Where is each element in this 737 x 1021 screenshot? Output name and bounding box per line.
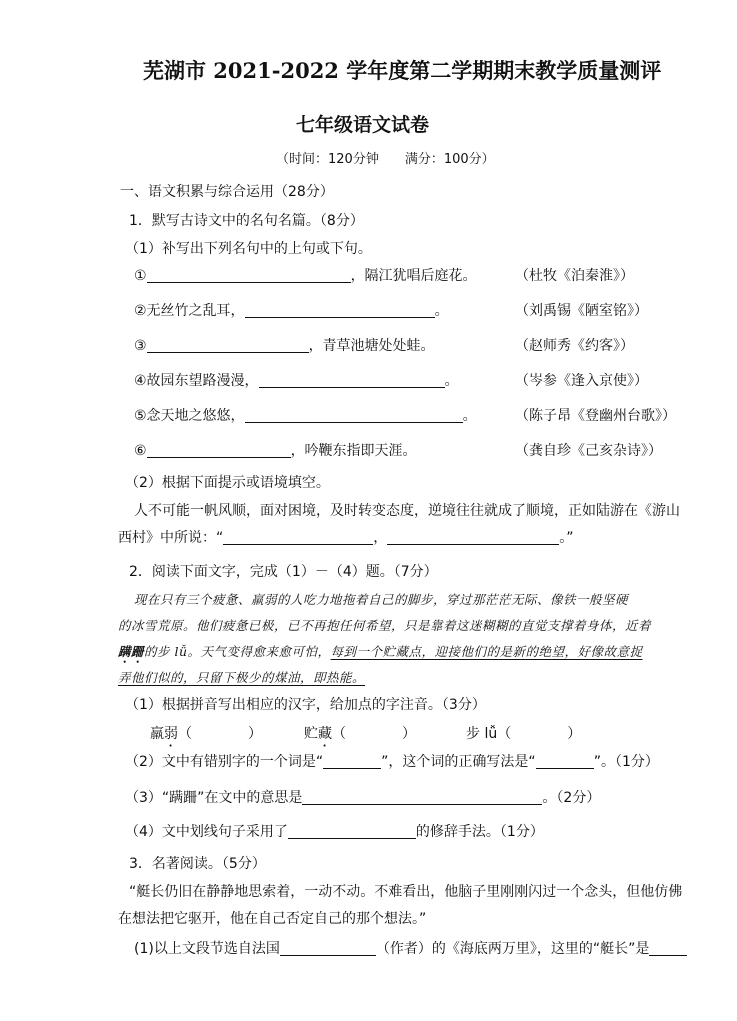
passage-line xyxy=(118,643,643,666)
q3-quote-line: “艇长仍旧在静静地思索着，一动不动。不难看出，他脑子里刚刚闪过一个念头，但他仿佛 xyxy=(129,884,683,900)
fill-item-2 xyxy=(134,302,449,320)
paren-open: （ xyxy=(497,726,512,742)
underlined-sentence: 弄他们似的，只留下极少的煤油，即热能。 xyxy=(118,670,366,685)
answer-blank[interactable] xyxy=(223,530,373,545)
fill-item-source: （岑参《逢入京使》） xyxy=(515,373,648,389)
q1-part2-instruction: （2）根据下面提示或语境填空。 xyxy=(125,475,330,491)
paren-close: ） xyxy=(567,726,582,742)
passage-line: 现在只有三个疲惫、羸弱的人吃力地拖着自己的脚步，穿过那茫茫无际、像铁一般坚硬 xyxy=(134,592,629,607)
fill-item-3 xyxy=(134,337,435,355)
fill-item-prefix: ① xyxy=(134,268,147,284)
page-title: 芜湖市 2021-2022 学年度第二学期期末教学质量测评 xyxy=(143,58,662,83)
question-2-title: 2．阅读下面文字，完成（1）－（4）题。（7分） xyxy=(129,564,438,580)
exam-info: （时间：120分钟 满分：100分） xyxy=(276,152,495,167)
fill-item-text: ，吟鞭东指即天涯。 xyxy=(290,443,417,459)
q1-part2-context: 人不可能一帆风顺，面对困境，及时转变态度，逆境往往就成了顺境，正如陆游在《游山 xyxy=(134,503,680,519)
answer-blank[interactable] xyxy=(147,338,309,353)
paren-open: （ xyxy=(178,726,192,742)
sub1-text: (1)以上文段节选自法国 xyxy=(134,941,280,957)
word-char: 羸 xyxy=(150,726,164,742)
fill-item-5 xyxy=(134,407,477,425)
fill-item-text: 。 xyxy=(462,408,477,424)
q3-sub1 xyxy=(134,940,687,958)
answer-blank[interactable] xyxy=(245,408,463,423)
answer-blank[interactable] xyxy=(536,754,594,769)
dotted-char: 藏 xyxy=(318,726,332,742)
q3-quote-line: 在想法把它驱开，他在自己否定自己的那个想法。” xyxy=(118,911,427,927)
passage-emphasis: 蹒跚 xyxy=(118,644,145,659)
q2-sub2 xyxy=(125,753,659,771)
q2-sub4 xyxy=(125,823,544,841)
answer-blank[interactable] xyxy=(288,824,416,839)
q2-sub1: （1）根据拼音写出相应的汉字，给加点的字注音。（3分） xyxy=(125,697,486,713)
fill-item-text: ，青草池塘处处蛙。 xyxy=(308,338,435,354)
fill-item-text: ，隔江犹唱后庭花。 xyxy=(350,268,477,284)
quote-end: 。” xyxy=(559,530,574,546)
fill-item-text: 。 xyxy=(434,303,449,319)
fill-item-prefix: ④故园东望路漫漫， xyxy=(134,373,259,389)
word-char: 贮 xyxy=(304,726,318,742)
paren-close: ） xyxy=(248,726,262,742)
answer-blank[interactable] xyxy=(147,443,291,458)
q1-part2-answer-line xyxy=(118,529,574,547)
underlined-sentence: 每到一个贮藏点，迎接他们的是新的绝望，好像故意捉 xyxy=(330,644,643,659)
word-item xyxy=(150,725,262,750)
fill-item-source: （龚自珍《己亥杂诗》） xyxy=(515,443,662,459)
answer-blank[interactable] xyxy=(649,941,687,956)
sub3-text: 。（2分） xyxy=(542,790,601,806)
q2-sub3 xyxy=(125,789,600,807)
sub1-text: （作者）的《海底两万里》，这里的“艇长”是 xyxy=(375,941,650,957)
fill-item-6 xyxy=(134,442,417,460)
fill-item-source: （刘禹锡《陋室铭》） xyxy=(515,303,648,319)
paren-close: ） xyxy=(402,726,416,742)
answer-blank[interactable] xyxy=(245,303,435,318)
question-3-title: 3．名著阅读。（5分） xyxy=(129,856,266,872)
answer-blank[interactable] xyxy=(323,754,381,769)
quote-comma: ， xyxy=(373,530,388,546)
fill-item-source: （杜牧《泊秦淮》） xyxy=(515,268,634,284)
fill-item-1 xyxy=(134,267,477,285)
passage-text: 的步 lǚ。天气变得愈来愈可怕， xyxy=(144,644,331,659)
answer-blank[interactable] xyxy=(147,268,351,283)
sub2-text: ”。（1分） xyxy=(593,754,659,770)
answer-blank[interactable] xyxy=(387,530,559,545)
sub4-text: （4）文中划线句子采用了 xyxy=(125,824,288,840)
fill-item-prefix: ②无丝竹之乱耳， xyxy=(134,303,245,319)
fill-item-prefix: ⑤念天地之悠悠， xyxy=(134,408,245,424)
sub2-text: ”，这个词的正确写法是“ xyxy=(381,754,536,770)
passage-line: 的冰雪荒原。他们疲惫已极，已不再抱任何希望，只是靠着这迷糊糊的直觉支撑着身体，近着 xyxy=(118,618,652,633)
answer-blank[interactable] xyxy=(259,373,445,388)
q1-part1-instruction: （1）补写出下列名句中的上句或下句。 xyxy=(125,241,372,257)
word-item xyxy=(304,725,416,750)
sub2-text: （2）文中有错别字的一个词是“ xyxy=(125,754,324,770)
fill-item-prefix: ③ xyxy=(134,338,147,354)
quote-prefix: 西村》中所说：“ xyxy=(118,530,224,546)
fill-item-source: （赵师秀《约客》） xyxy=(515,338,634,354)
answer-blank[interactable] xyxy=(280,941,376,956)
word-char: 步 lǚ xyxy=(466,726,498,742)
answer-blank[interactable] xyxy=(302,790,542,805)
page-subtitle: 七年级语文试卷 xyxy=(296,114,430,136)
paren-open: （ xyxy=(332,726,346,742)
question-1-title: 1．默写古诗文中的名句名篇。（8分） xyxy=(129,213,364,229)
sub3-text: （3）“蹒跚”在文中的意思是 xyxy=(125,790,303,806)
fill-item-source: （陈子昂《登幽州台歌》） xyxy=(515,408,676,424)
section-heading: 一、语文积累与综合运用（28分） xyxy=(120,184,334,200)
sub4-text: 的修辞手法。（1分） xyxy=(415,824,544,840)
word-item xyxy=(466,725,581,743)
fill-item-4 xyxy=(134,372,459,390)
dotted-char: 弱 xyxy=(164,726,178,742)
fill-item-text: 。 xyxy=(444,373,459,389)
fill-item-prefix: ⑥ xyxy=(134,443,147,459)
